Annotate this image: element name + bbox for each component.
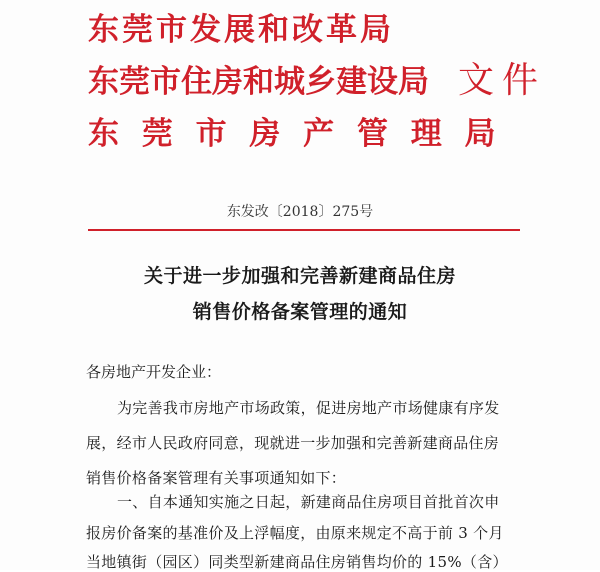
issuer-housing-construction-bureau: 东莞市住房和城乡建设局 (88, 64, 429, 100)
document-title-line-2: 销售价格备案管理的通知 (192, 301, 408, 323)
paragraph-1-line-1: 为完善我市房地产市场政策，促进房地产市场健康有序发 (117, 399, 500, 417)
issuer-development-reform-bureau: 东莞市发展和改革局 (88, 12, 394, 48)
paragraph-1-line-2: 展，经市人民政府同意，现就进一步加强和完善新建商品住房 (86, 434, 500, 452)
paragraph-1-line-3: 销售价格备案管理有关事项通知如下： (86, 469, 347, 487)
red-separator-rule (88, 229, 520, 231)
paragraph-2-line-3: 当地镇街（园区）同类型新建商品住房销售均价的 15%（含） (86, 553, 508, 571)
document-title-line-1: 关于进一步加强和完善新建商品住房 (143, 265, 456, 287)
paragraph-2-line-1: 一、自本通知实施之日起，新建商品住房项目首批首次申 (117, 493, 500, 511)
issuer-real-estate-bureau: 东 莞 市 房 产 管 理 局 (88, 116, 502, 152)
paragraph-2-line-2: 报房价备案的基准价及上浮幅度，由原来规定不高于前 3 个月 (86, 524, 504, 542)
salutation: 各房地产开发企业： (86, 363, 222, 381)
document-mark: 文件 (458, 60, 547, 101)
document-number: 东发改〔2018〕275号 (226, 204, 374, 220)
